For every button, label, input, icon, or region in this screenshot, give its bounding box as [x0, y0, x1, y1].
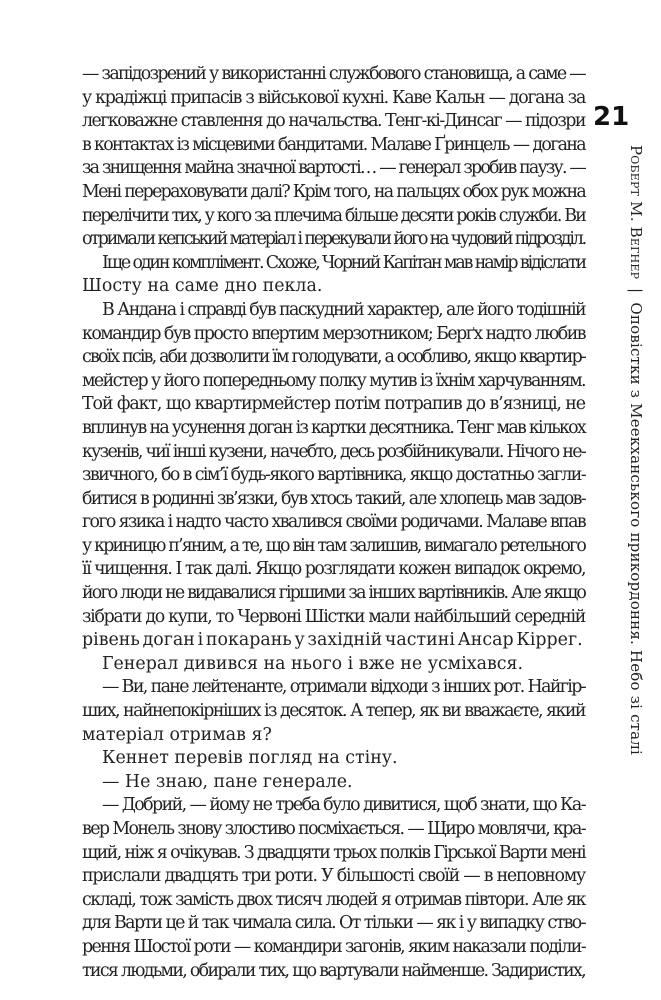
text-line: щий, ніж я очікував. З двадцяти трьох полків Гірської Варти мені [82, 842, 585, 863]
text-line: Шосту на саме дно пекла. [82, 276, 323, 297]
text-line: кузенів, чиї інші кузени, начебто, десь розбійникували. Нічого не- [82, 441, 585, 462]
text-line: її чищення. І так далі. Якщо розглядати кожен випадок окремо, [82, 559, 585, 580]
text-line: мейстер у його попередньому полку мутив із їхнім харчуванням. [82, 370, 585, 391]
text-line: В Андана і справді був паскудний характер, але його тодішній [102, 299, 585, 320]
text-line: у криницю п’яним, а те, що він там залишив, вимагало ретельного [82, 535, 585, 556]
text-line: вер Монель знову злостиво посміхається. — Щиро мовлячи, кра- [82, 819, 585, 839]
text-line: рівень доган і покарань у західній частині Ансар Кіррег. [82, 630, 583, 651]
text-line: зібрати до купи, то Червоні Шістки мали найбільший середній [82, 606, 585, 627]
text-line: — Не знаю, пане генерале. [102, 771, 353, 792]
running-head-separator: | [627, 288, 645, 294]
text-line: його люди не видавалися гіршими за інших вартівників. Але якщо [82, 583, 585, 604]
text-line: складі, тож замість двох тисяч людей я отримав півтори. Але як [82, 889, 585, 910]
text-line: звичного, бо в сім’ї будь-якого вартівника, якщо достатньо загли- [82, 465, 585, 486]
text-line: Кеннет перевів погляд на стіну. [102, 748, 398, 769]
text-line: для Варти це й так чимала сила. От тільки — як і у випадку ство- [82, 913, 585, 934]
text-line: тися людьми, обирали тих, що вартували найменше. Задиристих, [82, 960, 585, 981]
text-line: своїх псів, аби дозволити їм голодувати, а особливо, якщо квартир- [82, 347, 585, 368]
text-line: прислали двадцять три роти. У більшості своїй — в неповному [82, 866, 585, 887]
running-head-title: Оповістки з Меекханського прикордоння. Небо зі сталі [627, 302, 645, 756]
body-text [82, 63, 585, 983]
text-line: — запідозрений у використанні службового становища, а саме — [82, 64, 585, 84]
text-line: вплинув на усунення доган із картки десятника. Тенг мав кількох [82, 417, 585, 438]
text-line: командир був просто впертим мерзотником; Берґх надто любив [82, 323, 585, 344]
text-line: Генерал дивився на нього і вже не усміхався. [102, 653, 523, 674]
text-line: — Добрий, — йому не треба було дивитися, щоб знати, що Ка- [102, 795, 585, 816]
text-line: за знищення майна значної вартості… — генерал зробив паузу. — [82, 158, 585, 179]
text-line: рення Шостої роти — командири загонів, яким наказали поділи- [82, 936, 585, 957]
text-line: легковажне ставлення до начальства. Тенг-кі-Динсаг — підозри [82, 111, 585, 132]
text-line: Той факт, що квартирмейстер потім потрапив до в’язниці, не [82, 394, 585, 415]
running-head [627, 145, 645, 755]
text-line: ших, найнепокірніших із десяток. А тепер, як ви вважаєте, який [82, 701, 586, 722]
text-line: отримали кепський матеріал і перекували його на чудовий підрозділ. [82, 229, 585, 250]
text-line: Мені перераховувати далі? Крім того, на пальцях обох рук можна [82, 181, 585, 202]
text-line: перелічити тих, у кого за плечима більше десяти років служби. Ви [82, 205, 585, 226]
page-number: 21 [593, 102, 630, 132]
text-line: битися в родинні зв’язки, був хтось такий, але хлопець мав задов- [82, 488, 585, 509]
text-line: у крадіжці припасів з військової кухні. Каве Кальн — догана за [82, 87, 585, 108]
text-line: в контактах із місцевими бандитами. Малаве Ґринцель — догана [82, 134, 585, 155]
text-line: Іще один комплімент. Схоже, Чорний Капітан мав намір відіслати [102, 252, 585, 273]
running-head-author: Роберт М. Вегнер [627, 145, 645, 280]
text-line: матеріал отримав я? [82, 724, 272, 745]
text-line: — Ви, пане лейтенанте, отримали відходи з інших рот. Найгір- [102, 677, 585, 698]
text-line: гого язика і надто часто хвалився своїми родичами. Малаве впав [82, 512, 585, 533]
